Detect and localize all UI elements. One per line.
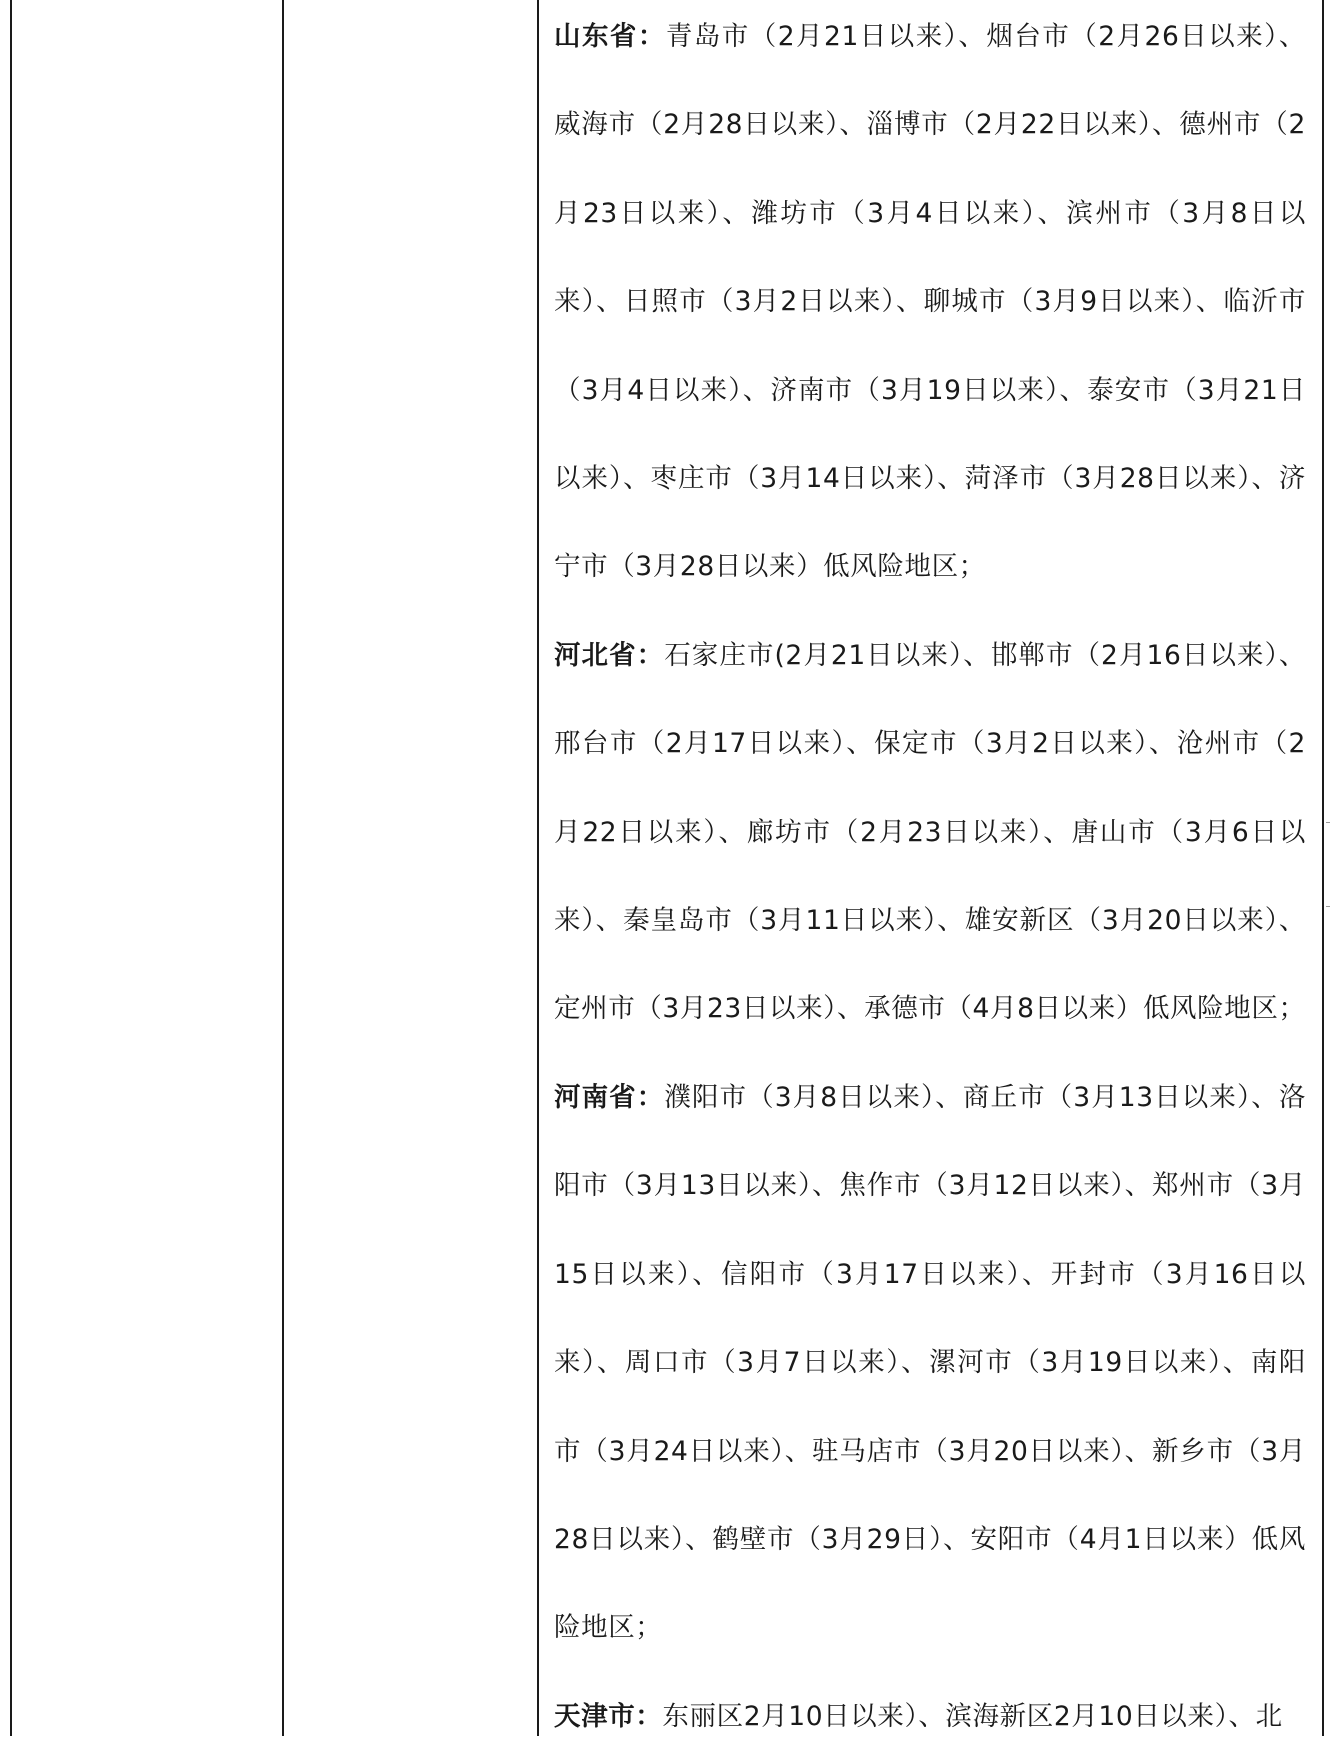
table-cell-empty-1 [12, 0, 282, 1736]
province-label: 山东省： [554, 21, 666, 52]
region-list-text: 东丽区2月10日以来）、滨海新区2月10日以来）、北 [662, 1700, 1283, 1732]
table-cell-region-list [554, 0, 1306, 1761]
province-label: 天津市： [554, 1700, 663, 1732]
page-edge-mark [1326, 822, 1330, 823]
table-border-right [1322, 0, 1324, 1736]
region-entry-shandong [554, 0, 1306, 612]
province-label: 河南省： [554, 1081, 665, 1113]
table-column-divider-2 [537, 0, 539, 1736]
region-list-text: 濮阳市（3月8日以来）、商丘市（3月13日以来）、洛阳市（3月13日以来）、焦作市（3月12日以来）、郑州市（3月15日以来）、信阳市（3月17日以来）、开封市（3月16日以来）、周口市（3月7日以来）、漯河市（3月19日以来）、南阳市（3月24日以来）、驻马店市（3月20日以来）、新乡市（3月28日以来）、鹤壁市（3月29日）、安阳市（4月1日以来）低风险地区； [554, 1081, 1306, 1644]
region-entry-henan [554, 1054, 1306, 1673]
region-list-text: 石家庄市(2月21日以来）、邯郸市（2月16日以来）、邢台市（2月17日以来）、保定市（3月2日以来）、沧州市（2月22日以来）、廊坊市（2月23日以来）、唐山市（3月6日以来）、秦皇岛市（3月11日以来）、雄安新区（3月20日以来）、定州市（3月23日以来）、承德市（4月8日以来）低风险地区； [554, 639, 1307, 1025]
table-cell-empty-2 [284, 0, 537, 1736]
region-entry-hebei [554, 612, 1306, 1054]
region-entry-tianjin [554, 1673, 1306, 1761]
province-label: 河北省： [554, 639, 665, 671]
region-list-text: 青岛市（2月21日以来）、烟台市（2月26日以来）、威海市（2月28日以来）、淄博市（2月22日以来）、德州市（2月23日以来）、潍坊市（3月4日以来）、滨州市（3月8日以来）、日照市（3月2日以来）、聊城市（3月9日以来）、临沂市（3月4日以来）、济南市（3月19日以来）、泰安市（3月21日以来）、枣庄市（3月14日以来）、菏泽市（3月28日以来）、济宁市（3月28日以来）低风险地区； [554, 21, 1306, 583]
page-edge-mark [1326, 906, 1330, 907]
